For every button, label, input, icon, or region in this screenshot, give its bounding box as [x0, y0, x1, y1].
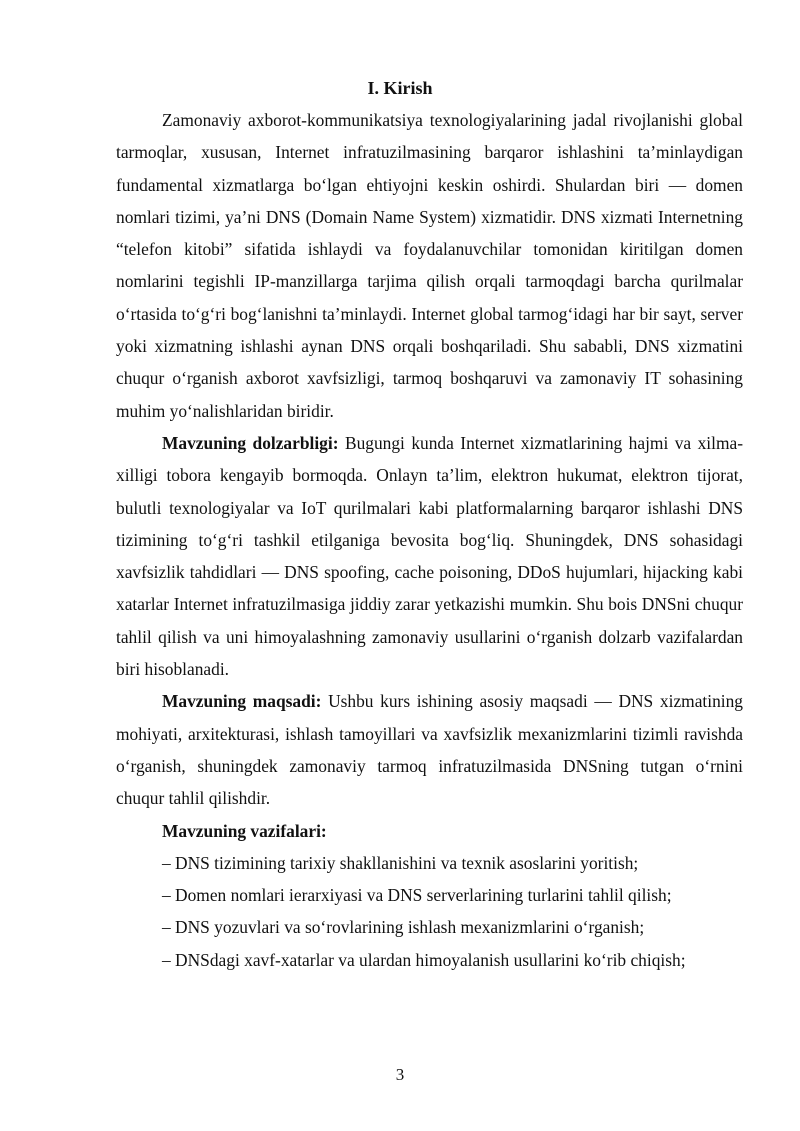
- goal-label: Mavzuning maqsadi:: [162, 691, 322, 712]
- relevance-paragraph: [116, 427, 743, 685]
- task-item: – DNS tizimining tarixiy shakllanishini va texnik asoslarini yoritish;: [162, 852, 639, 873]
- section-title: I. Kirish: [367, 78, 433, 98]
- goal-text: Ushbu kurs ishining asosiy maqsadi — DNS xizmatining mohiyati, arxitekturasi, ishlash tamoyillari va xavfsizlik mexanizmlarini tizimli ravishda o‘rganish, shuningdek zamonaviy tarmoq infratuzilmasida DNSning tutgan o‘rnini chuqur tahlil qilishdir.: [116, 691, 743, 809]
- intro-paragraph: Zamonaviy axborot-kommunikatsiya texnologiyalarining jadal rivojlanishi global tarmoqlar, xususan, Internet infratuzilmasining barqaror ishlashini ta’minlaydigan fundamental xizmatlarga bo‘lgan ehtiyojni keskin oshirdi. Shulardan biri — domen nomlari tizimi, ya’ni DNS (Domain Name System) xizmatidir. DNS xizmati Internetning “telefon kitobi” sifatida ishlaydi va foydalanuvchilar tomonidan kiritilgan domen nomlarini tegishli IP-manzillarga tarjima qilish orqali tarmoqdagi barcha qurilmalar o‘rtasida to‘g‘ri bog‘lanishni ta’minlaydi. Internet global tarmog‘idagi har bir sayt, server yoki xizmatning ishlashi aynan DNS orqali boshqariladi. Shu sababli, DNS xizmatini chuqur o‘rganish axborot xavfsizligi, tarmoq boshqaruvi va zamonaviy IT sohasining muhim yo‘nalishlaridan biridir.: [116, 110, 743, 421]
- goal-paragraph: [116, 685, 743, 814]
- relevance-label: Mavzuning dolzarbligi:: [162, 432, 339, 453]
- task-item: – DNSdagi xavf-xatarlar va ulardan himoyalanish usullarini ko‘rib chiqish;: [162, 949, 686, 970]
- task-item: – Domen nomlari ierarxiyasi va DNS serverlarining turlarini tahlil qilish;: [162, 885, 672, 906]
- page-number: 3: [395, 1065, 405, 1084]
- document-body: [116, 104, 743, 976]
- relevance-text: Bugungi kunda Internet xizmatlarining hajmi va xilma-xilligi tobora kengayib bormoqda. Onlayn ta’lim, elektron hukumat, elektron tijorat, bulutli texnologiyalar va IoT qurilmalari kabi platformalarning barqaror ishlashi DNS tizimining to‘g‘ri tashkil etilganiga bevosita bog‘liq. Shuningdek, DNS sohasidagi xavfsizlik tahdidlari — DNS spoofing, cache poisoning, DDoS hujumlari, hijacking kabi xatarlar Internet infratuzilmasiga jiddiy zarar yetkazishi mumkin. Shu bois DNSni chuqur tahlil qilish va uni himoyalashning zamonaviy usullarini o‘rganish dolzarb vazifalardan biri hisoblanadi.: [116, 432, 743, 680]
- tasks-heading: Mavzuning vazifalari:: [162, 820, 327, 841]
- task-item: – DNS yozuvlari va so‘rovlarining ishlash mexanizmlarini o‘rganish;: [162, 917, 645, 938]
